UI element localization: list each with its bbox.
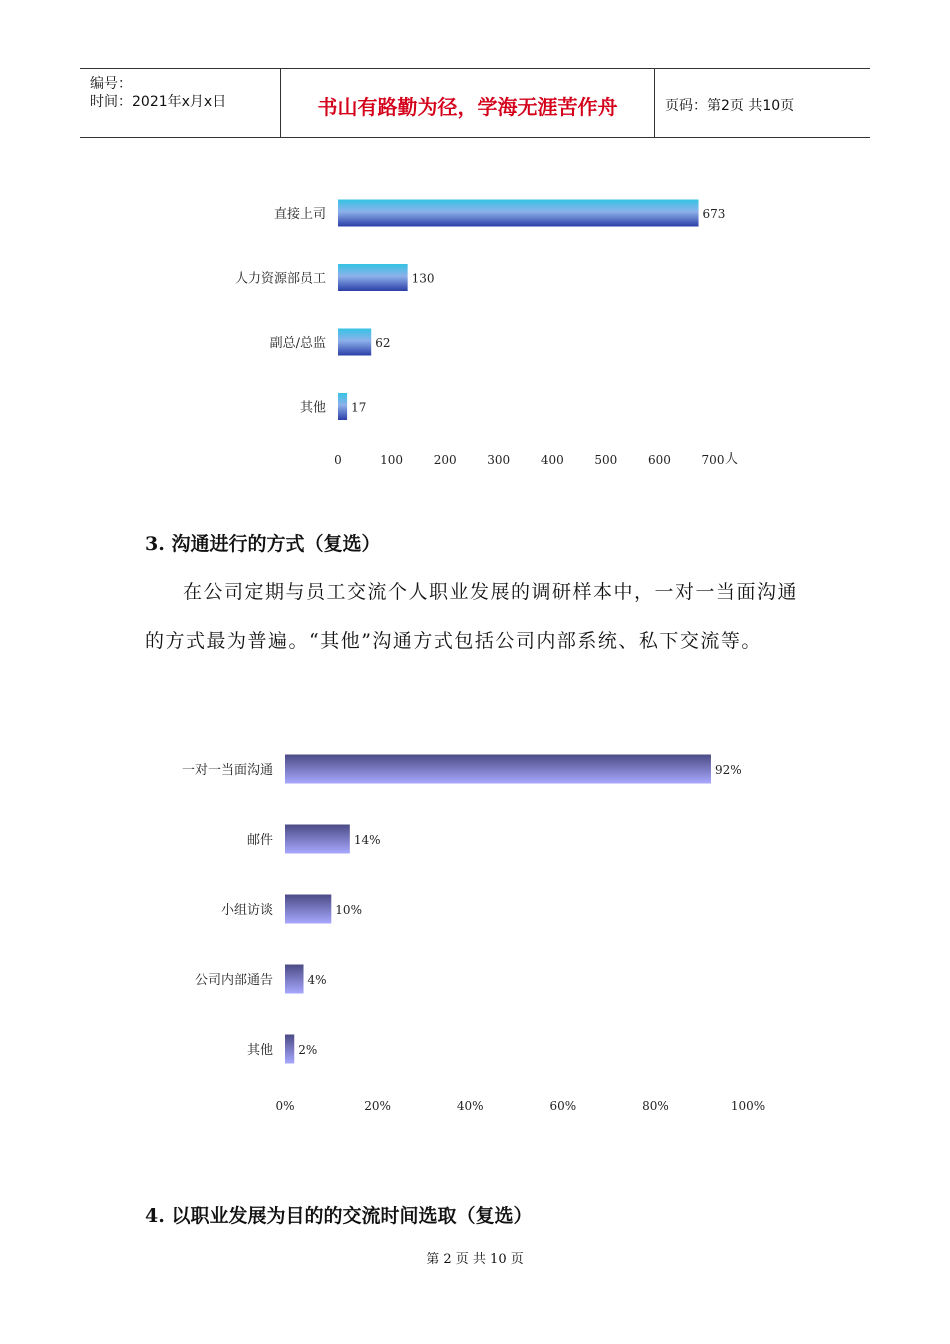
value-label: 130 [411,271,435,286]
value-label: 62 [375,336,391,350]
category-label: 其他 [299,400,326,416]
bar [285,825,350,854]
category-label: 一对一当面沟通 [181,763,273,778]
tick-label: 300 [487,453,511,467]
tick-label: 100 [380,453,404,467]
tick-label: 60% [549,1099,577,1113]
category-label: 人力资源部员工 [234,271,326,287]
category-label: 小组访谈 [220,903,273,918]
bar [285,895,331,924]
tick-label: 700 [701,453,725,467]
value-label: 17 [351,400,367,415]
category-label: 直接上司 [273,207,326,222]
value-label: 4% [307,973,327,987]
tick-label: 200 [433,453,457,467]
motto: 书山有路勤为径，学海无涯苦作舟 [317,95,618,119]
page-info: 页码：第2页 共10页 [665,98,795,114]
value-label: 14% [353,833,381,847]
value-label: 2% [298,1043,318,1057]
page-footer: 第 2 页 共 10 页 [426,1252,524,1267]
category-label: 邮件 [246,833,273,848]
section-4-title: 4. 以职业发展为目的的交流时间选取（复选） [145,1205,533,1227]
category-label: 副总/总监 [269,336,326,351]
tick-label: 80% [642,1099,669,1113]
tick-label: 600 [647,453,671,467]
bar [285,965,304,994]
tick-label: 100% [730,1099,766,1113]
category-label: 其他 [246,1043,273,1058]
tick-label: 500 [594,453,618,467]
value-label: 92% [714,763,742,777]
value-label: 10% [335,903,362,917]
bar [285,755,711,784]
category-label: 公司内部通告 [194,973,273,988]
tick-label: 400 [540,453,564,467]
tick-label: 40% [456,1099,484,1113]
value-label: 673 [702,207,726,221]
date-label: 时间：2021年x月x日 [90,94,227,110]
section-3-title: 3. 沟通进行的方式（复选） [145,533,381,555]
axis-unit: 人 [725,452,739,467]
tick-label: 20% [364,1099,391,1113]
bar [285,1035,294,1064]
section-3-text: 在公司定期与员工交流个人职业发展的调研样本中，一对一当面沟通的方式最为普遍。“其他”沟通方式包括公司内部系统、私下交流等。 [145,581,799,652]
number-label: 编号： [90,76,132,92]
tick-label: 0% [275,1099,295,1113]
tick-label: 0 [334,453,342,467]
